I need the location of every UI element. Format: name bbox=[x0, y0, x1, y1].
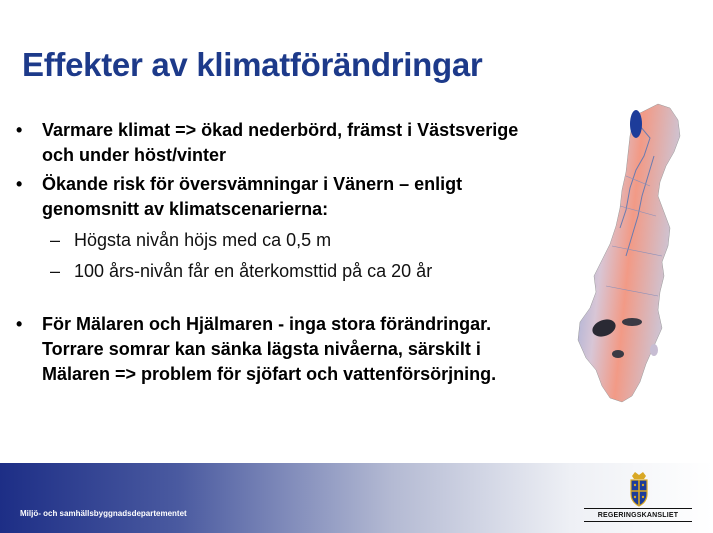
bullet-item bbox=[16, 118, 536, 168]
bullet-item bbox=[16, 172, 536, 222]
sub-bullet-text: 100 års-nivån får en återkomsttid på ca 20 år bbox=[74, 261, 433, 281]
page-title: Effekter av klimatförändringar bbox=[22, 46, 483, 83]
bullet-dot: • bbox=[16, 120, 23, 140]
bullet-dot: • bbox=[16, 314, 23, 334]
bullet-item bbox=[16, 312, 536, 387]
sub-bullet-dash: – bbox=[50, 230, 61, 250]
government-crest-icon bbox=[622, 470, 656, 508]
bullet-text: Varmare klimat => ökad nederbörd, främst i Västsverige och under höst/vinter bbox=[42, 120, 519, 165]
sub-bullet-text: Högsta nivån höjs med ca 0,5 m bbox=[74, 230, 332, 250]
footer-department: Miljö- och samhällsbyggnadsdepartementet bbox=[20, 509, 187, 518]
bullet-dot: • bbox=[16, 174, 23, 194]
sub-bullet-item bbox=[16, 228, 536, 253]
bullet-text: För Mälaren och Hjälmaren - inga stora förändringar. Torrare somrar kan sänka lägsta nivåerna, särskilt i Mälaren => problem för sjöfart och vattenförsörjning. bbox=[42, 314, 497, 384]
sweden-climate-map bbox=[566, 96, 713, 416]
sub-bullet-dash: – bbox=[50, 261, 61, 281]
government-logo-text: REGERINGSKANSLIET bbox=[584, 508, 692, 522]
sub-bullet-item bbox=[16, 259, 536, 284]
bullet-text: Ökande risk för översvämningar i Vänern – enligt genomsnitt av klimatscenarierna: bbox=[42, 174, 463, 219]
slide-content bbox=[16, 118, 536, 391]
